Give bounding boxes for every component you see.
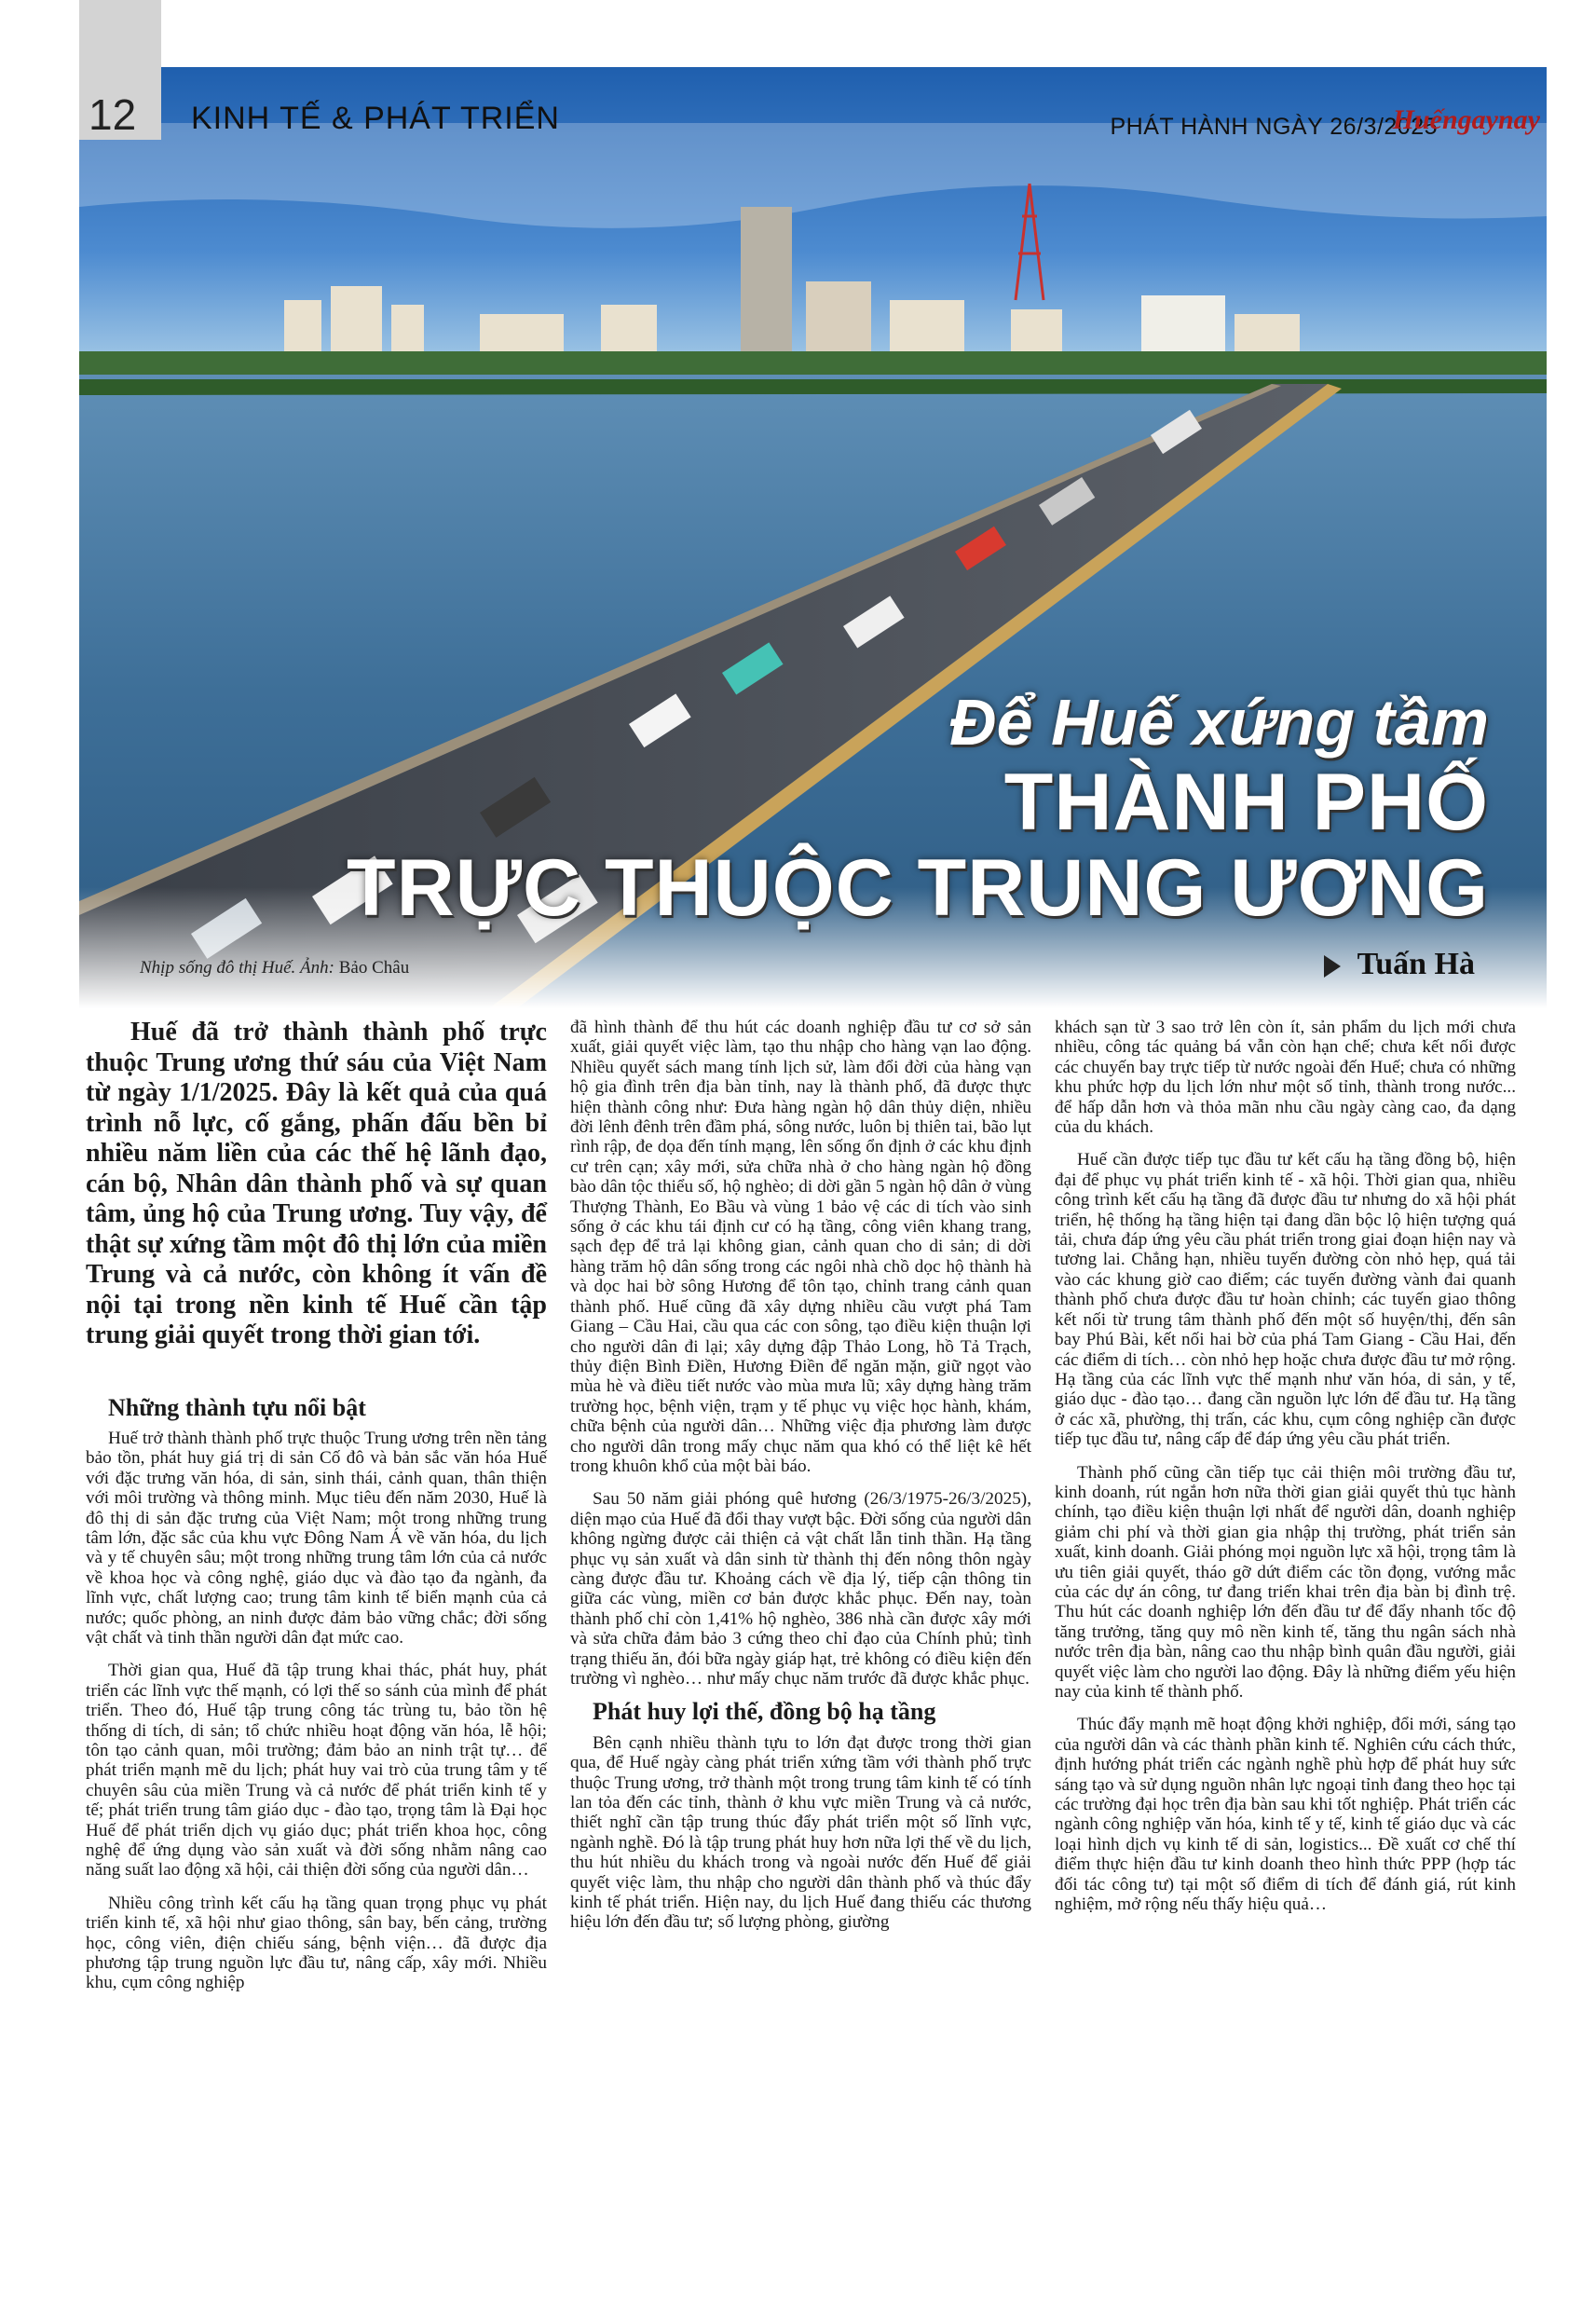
headline: [347, 685, 1489, 931]
page-number: 12: [89, 90, 137, 139]
author-byline: [1324, 947, 1475, 982]
lead-paragraph: Huế đã trở thành thành phố trực thuộc Trung ương thứ sáu của Việt Nam từ ngày 1/1/2025. Đây là kết quả của quá trình nỗ lực, cố gắng, phấn đấu bền bỉ nhiều năm liền của các thế hệ lãnh đạo, cán bộ, Nhân dân thành phố và sự quan tâm, ủng hộ của Trung ương. Tuy vậy, để thật sự xứng tầm một đô thị lớn của miền Trung và cả nước, còn không ít vấn đề nội tại trong nền kinh tế Huế cần tập trung giải quyết trong thời gian tới.: [86, 1018, 547, 1349]
headline-line-1: Để Huế xứng tầm: [949, 686, 1489, 759]
paragraph: Thời gian qua, Huế đã tập trung khai thác, phát huy, phát triển các lĩnh vực thế mạnh, có lợi thế so sánh của mình để phát triển. Theo đó, Huế tập trung công tác trùng tu, bảo tồn hệ thống di tích, di sản; tổ chức nhiều hoạt động văn hóa, lễ hội; tôn tạo cảnh quan, môi trường; đảm bảo an ninh trật tự… để phát triển mạnh mẽ du lịch; phát huy vai trò của trung tâm y tế chuyên sâu của miền Trung và cả nước để phát triển kinh tế y tế; phát triển trung tâm giáo dục - đào tạo, trọng tâm là Đại học Huế để phát triển dịch vụ giáo dục; phát triển khoa học, công nghệ để ứng dụng vào sản xuất và đời sống nhằm nâng cao năng suất lao động xã hội, cải thiện đời sống của người dân…: [86, 1661, 547, 1881]
issue-date: PHÁT HÀNH NGÀY 26/3/2025: [1110, 114, 1438, 140]
photo-caption: [140, 958, 409, 978]
caption-credit: Bảo Châu: [338, 958, 410, 978]
subheading: Những thành tựu nổi bật: [108, 1393, 366, 1421]
paragraph: đã hình thành để thu hút các doanh nghiệp đầu tư cơ sở sản xuất, giải quyết việc làm, tạo thu nhập cho hàng vạn lao động. Nhiều quyết sách mang tính lịch sử, làm đổi đời của hàng vạn hộ gia đình trên địa bàn tỉnh, nay là thành phố, đã được thực hiện thành công như: Đưa hàng ngàn hộ dân thủy diện, nhiều đời lênh đênh trên đầm phá, sông nước, luôn bị thiên tai, bão lụt rình rập, đe dọa đến tính mạng, lên sống ổn định ở các khu định cư trên cạn; xây mới, sửa chữa nhà ở cho hàng ngàn hộ đồng bào dân tộc thiểu số, hộ nghèo; di dời gần 5 ngàn hộ dân ở vùng Thượng Thành, Eo Bầu và vùng 1 bảo vệ các di tích vào sinh sống ở các khu tái định cư có hạ tầng, công viên khang trang, sạch đẹp để trả lại không gian, cảnh quan cho di sản; di dời hàng trăm hộ dân sống trong các ngôi nhà chồ dọc hộ thành hà và dọc hai bờ sông Hương để tôn tạo, chỉnh trang cảnh quan thành phố. Huế cũng đã xây dựng nhiều cầu vượt phá Tam Giang – Cầu Hai, cầu qua các con sông, tạo điều kiện thuận lợi cho người dân đi lại; xây dựng đập Thảo Long, hồ Tả Trạch, thủy điện Bình Điền, Hương Điền để ngăn mặn, giữ ngọt vào mùa hè và điều tiết nước vào mùa mưa lũ; xây dựng hàng trăm trường học, bệnh viện, trạm y tế phục vụ việc học hành, khám, chữa bệnh của người dân… Những việc địa phương làm được cho người dân trong mấy chục năm qua khó có thể liệt kê hết trong khuôn khổ của một bài báo.: [570, 1018, 1031, 1476]
headline-line-3: TRỰC THUỘC TRUNG ƯƠNG: [347, 843, 1489, 933]
paragraph: Sau 50 năm giải phóng quê hương (26/3/1975-26/3/2025), diện mạo của Huế đã đổi thay vượt bậc. Đời sống của người dân không ngừng được cải thiện cả vật chất lẫn tinh thần. Hạ tầng phục vụ sản xuất và dân sinh từ thành thị đến nông thôn ngày càng được đầu tư. Khoảng cách về địa lý, tiếp cận thông tin giữa các vùng, miền cơ bản được khắc phục. Đến nay, toàn thành phố chỉ còn 1,41% hộ nghèo, 386 nhà cần được xây mới và sửa chữa đảm bảo 3 cứng theo chỉ đạo của Chính phủ; tình trạng thiếu ăn, đói bữa ngày giáp hạt, trẻ không có điều kiện đến trường vì nghèo… như mấy chục năm trước đã được khắc phục.: [570, 1489, 1031, 1689]
subheading: Phát huy lợi thế, đồng bộ hạ tầng: [593, 1698, 936, 1726]
caption-prefix: Nhịp sống đô thị Huế. Ảnh:: [140, 958, 339, 978]
brand-logo: Huếngaynay: [1392, 104, 1540, 135]
article-column-1: [86, 1018, 547, 2006]
paragraph: Thành phố cũng cần tiếp tục cải thiện môi trường đầu tư, kinh doanh, rút ngắn hơn nữa thời gian giải quyết thủ tục hành chính, tạo điều kiện thuận lợi nhất để người dân, doanh nghiệp giảm chi phí và thời gian gia nhập thị trường, phát triển sản xuất, kinh doanh. Giải phóng mọi nguồn lực xã hội, trọng tâm là ưu tiên giải quyết, tháo gỡ dứt điểm các tồn đọng, vướng mắc của các dự án công, tư đang triển khai trên địa bàn bị đình trệ. Thu hút các doanh nghiệp lớn đến đầu tư để đẩy nhanh tốc độ tăng trưởng, tăng quy mô nền kinh tế, tăng thu ngân sách nhà nước trên địa bàn, nâng cao thu nhập bình quân đầu người, giải quyết việc làm cho người lao động. Đây là những điểm yếu hiện nay của kinh tế thành phố.: [1055, 1462, 1516, 1702]
paragraph: Thúc đẩy mạnh mẽ hoạt động khởi nghiệp, đổi mới, sáng tạo của người dân và các thành phần kinh tế. Nghiên cứu cách thức, định hướng phát triển các ngành nghề phù hợp để phát huy sức sáng tạo và sử dụng nguồn nhân lực ngoại tỉnh đang theo học tại các trường đại học trên địa bàn sau khi tốt nghiệp. Phát triển các ngành công nghiệp văn hóa, kinh tế y tế, kinh tế giáo dục và các loại hình dịch vụ kinh tế di sản, logistics... Đề xuất cơ chế thí điểm thực hiện đầu tư kinh doanh theo hình thức PPP (hợp tác đối tác công tư) tại một số điểm di tích để đánh giá, rút kinh nghiệm, mở rộng nếu thấy hiệu quả…: [1055, 1715, 1516, 1915]
article-column-2: [570, 1018, 1031, 1946]
author-name: Tuấn Hà: [1357, 947, 1475, 981]
article-column-3: [1055, 1018, 1516, 1927]
triangle-icon: [1324, 955, 1341, 978]
paragraph: khách sạn từ 3 sao trở lên còn ít, sản phẩm du lịch mới chưa nhiều, công tác quảng bá vẫn còn hạn chế; chưa kết nối được các chuyến bay trực tiếp từ nước ngoài đến Huế; chưa có những khu phức hợp du lịch lớn như một số tỉnh, thành trong nước... để hấp dẫn hơn và thỏa mãn nhu cầu ngày càng cao, đa dạng của du khách.: [1055, 1018, 1516, 1138]
section-title: KINH TẾ & PHÁT TRIỂN: [191, 101, 560, 136]
headline-line-2: THÀNH PHỐ: [1003, 758, 1489, 847]
paragraph: Huế trở thành thành phố trực thuộc Trung ương trên nền tảng bảo tồn, phát huy giá trị di sản Cố đô và bản sắc văn hóa Huế với đặc trưng văn hóa, di sản, sinh thái, cảnh quan, thân thiện với môi trường và thông minh. Mục tiêu đến năm 2030, Huế là đô thị di sản đặc trưng của Việt Nam; một trong những trung tâm lớn, đặc sắc của khu vực Đông Nam Á về văn hóa, du lịch và y tế chuyên sâu; một trong những trung tâm lớn của cả nước về khoa học và công nghệ, giáo dục và đào tạo đa ngành, đa lĩnh vực, chất lượng cao; trung tâm kinh tế biển mạnh của cả nước; quốc phòng, an ninh được đảm bảo vững chắc; đời sống vật chất và tinh thần người dân đạt mức cao.: [86, 1428, 547, 1648]
paragraph: Bên cạnh nhiều thành tựu to lớn đạt được trong thời gian qua, để Huế ngày càng phát triển xứng tầm với thành phố trực thuộc Trung ương, trở thành một trong trung tâm kinh tế có tính lan tỏa đến các tỉnh, thành ở khu vực miền Trung và cả nước, thiết nghĩ cần tập trung thúc đẩy phát triển một số lĩnh vực, ngành nghề. Đó là tập trung phát huy hơn nữa lợi thế về du lịch, thu hút nhiều du khách trong và ngoài nước đến Huế để giải quyết việc làm, thu nhập cho người dân thành phố và thúc đẩy kinh tế phát triển. Hiện nay, du lịch Huế đang thiếu các thương hiệu lớn đến đầu tư; số lượng phòng, giường: [570, 1732, 1031, 1933]
paragraph: Nhiều công trình kết cấu hạ tầng quan trọng phục vụ phát triển kinh tế, xã hội như giao thông, sân bay, bến cảng, trường học, công viên, điện chiếu sáng, bệnh viện… đã được địa phương tập trung nguồn lực đầu tư, nâng cấp, xây mới. Nhiều khu, cụm công nghiệp: [86, 1893, 547, 1993]
paragraph: Huế cần được tiếp tục đầu tư kết cấu hạ tầng đồng bộ, hiện đại để phục vụ phát triển kinh tế - xã hội. Thời gian qua, nhiều công trình kết cấu hạ tầng đã được đầu tư nhưng do xã hội phát triển, hệ thống hạ tầng hiện tại đang dần bộc lộ hiện tượng quá tải, chưa đáp ứng yêu cầu phát triển trong giai đoạn hiện nay và tương lai. Chẳng hạn, nhiều tuyến đường còn nhỏ hẹp, quá tải vào các khung giờ cao điểm; các tuyến đường vành đai quanh thành phố chưa được đầu tư hoàn chỉnh; các tuyến giao thông kết nối từ trung tâm thành phố đến một số huyện/thị, đến sân bay Phú Bài, kết nối hai bờ của phá Tam Giang - Cầu Hai, đến các điểm di tích… còn nhỏ hẹp hoặc chưa được đầu tư mở rộng. Hạ tầng của các lĩnh vực thế mạnh như văn hóa, di sản, y tế, giáo dục - đào tạo… đang cần nguồn lực lớn để đầu tư. Hạ tầng ở các xã, phường, thị trấn, các khu, cụm công nghiệp cần được tiếp tục đầu tư, nâng cấp để đáp ứng yêu cầu phát triển.: [1055, 1150, 1516, 1450]
